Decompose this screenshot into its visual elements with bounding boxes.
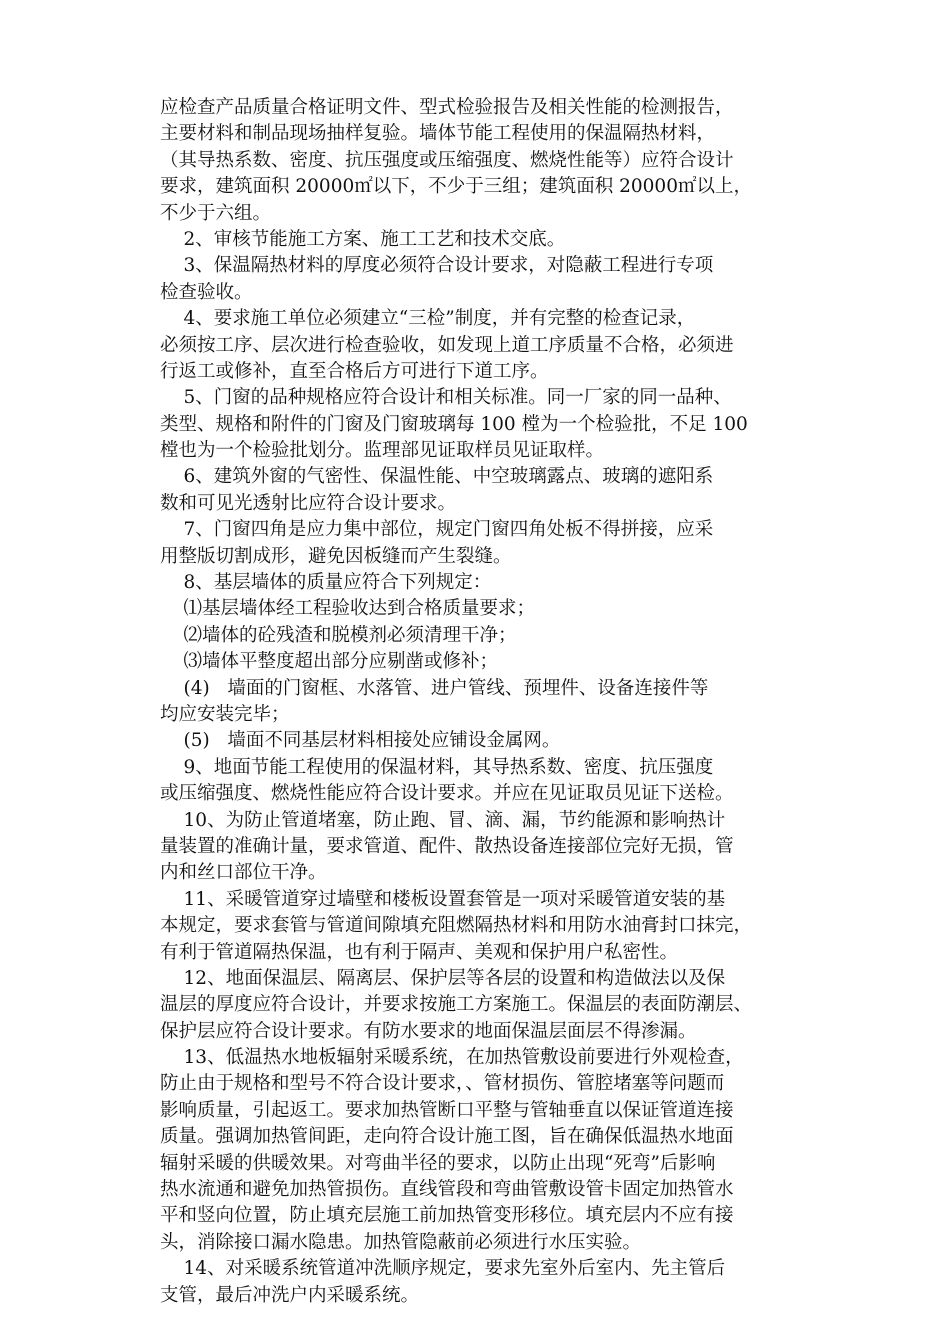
text-line: 2、审核节能施工方案、施工工艺和技术交底。 (160, 228, 566, 250)
text-line: 有利于管道隔热保温，也有利于隔声、美观和保护用户私密性。 (160, 941, 679, 963)
text-line: （其导热系数、密度、抗压强度或压缩强度、燃烧性能等）应符合设计 (160, 149, 734, 171)
text-line: 必须按工序、层次进行检查验收，如发现上道工序质量不合格，必须进 (160, 334, 734, 356)
text-line: 类型、规格和附件的门窗及门窗玻璃每 100 樘为一个检验批，不足 100 (160, 413, 748, 435)
text-line: 温层的厚度应符合设计，并要求按施工方案施工。保温层的表面防潮层、 (160, 994, 753, 1016)
text-line: 7、门窗四角是应力集中部位，规定门窗四角处板不得拼接，应采 (160, 519, 714, 541)
text-line: ⑵墙体的砼残渣和脱模剂必须清理干净； (160, 624, 517, 646)
text-line: 均应安装完毕； (160, 703, 290, 725)
text-line: 9、地面节能工程使用的保温材料，其导热系数、密度、抗压强度 (160, 756, 714, 778)
text-line: 内和丝口部位干净。 (160, 862, 327, 884)
text-line: 辐射采暖的供暖效果。对弯曲半径的要求，以防止出现“死弯”后影响 (160, 1152, 716, 1174)
text-line: ⑶墙体平整度超出部分应剔凿或修补； (160, 651, 499, 673)
text-line: 数和可见光透射比应符合设计要求。 (160, 492, 457, 514)
text-line: 平和竖向位置，防止填充层施工前加热管变形移位。填充层内不应有接 (160, 1205, 734, 1227)
text-line: 11、采暖管道穿过墙壁和楼板设置套管是一项对采暖管道安装的基 (160, 888, 726, 910)
text-line: 影响质量，引起返工。要求加热管断口平整与管轴垂直以保证管道连接 (160, 1099, 734, 1121)
text-line: 13、低温热水地板辐射采暖系统，在加热管敷设前要进行外观检查， (160, 1047, 744, 1069)
text-line: (5) 墙面不同基层材料相接处应铺设金属网。 (160, 730, 561, 752)
text-line: 10、为防止管道堵塞，防止跑、冒、滴、漏，节约能源和影响热计 (160, 809, 726, 831)
text-line: 8、基层墙体的质量应符合下列规定： (160, 572, 492, 594)
document-body (160, 95, 860, 1309)
text-line: 4、要求施工单位必须建立“三检”制度，并有完整的检查记录， (160, 308, 696, 330)
text-line: 应检查产品质量合格证明文件、型式检验报告及相关性能的检测报告， (160, 97, 734, 118)
text-line: 12、地面保温层、隔离层、保护层等各层的设置和构造做法以及保 (160, 967, 726, 989)
text-line: 行返工或修补，直至合格后方可进行下道工序。 (160, 360, 549, 382)
text-line: 5、门窗的品种规格应符合设计和相关标准。同一厂家的同一品种、 (160, 387, 732, 409)
text-line: 防止由于规格和型号不符合设计要求，、管材损伤、管腔堵塞等问题而 (160, 1073, 725, 1095)
text-line: ⑴基层墙体经工程验收达到合格质量要求； (160, 598, 536, 620)
text-line: 热水流通和避免加热管损伤。直线管段和弯曲管敷设管卡固定加热管水 (160, 1179, 734, 1201)
text-line: 主要材料和制品现场抽样复验。墙体节能工程使用的保温隔热材料， (160, 123, 716, 145)
text-line: 6、建筑外窗的气密性、保温性能、中空玻璃露点、玻璃的遮阳系 (160, 466, 714, 488)
text-line: 要求，建筑面积 20000㎡以下，不少于三组；建筑面积 20000㎡以上， (160, 176, 752, 198)
text-line: 本规定，要求套管与管道间隙填充阻燃隔热材料和用防水油膏封口抹完， (160, 915, 753, 937)
text-line: (4) 墙面的门窗框、水落管、进户管线、预埋件、设备连接件等 (160, 677, 709, 699)
text-line: 14、对采暖系统管道冲洗顺序规定，要求先室外后室内、先主管后 (160, 1258, 726, 1280)
text-line: 用整版切割成形，避免因板缝而产生裂缝。 (160, 545, 512, 567)
text-line: 或压缩强度、燃烧性能应符合设计要求。并应在见证取员见证下送检。 (160, 783, 734, 805)
text-line: 头，消除接口漏水隐患。加热管隐蔽前必须进行水压实验。 (160, 1231, 642, 1253)
text-line: 3、保温隔热材料的厚度必须符合设计要求，对隐蔽工程进行专项 (160, 255, 714, 277)
text-line: 质量。强调加热管间距，走向符合设计施工图，旨在确保低温热水地面 (160, 1126, 734, 1148)
text-line: 支管，最后冲洗户内采暖系统。 (160, 1284, 420, 1306)
text-line: 量装置的准确计量，要求管道、配件、散热设备连接部位完好无损，管 (160, 835, 734, 857)
text-line: 保护层应符合设计要求。有防水要求的地面保温层面层不得渗漏。 (160, 1020, 697, 1042)
text-line: 樘也为一个检验批划分。监理部见证取样员见证取样。 (160, 440, 605, 462)
text-line: 检查验收。 (160, 281, 253, 303)
text-line: 不少于六组。 (160, 202, 272, 224)
